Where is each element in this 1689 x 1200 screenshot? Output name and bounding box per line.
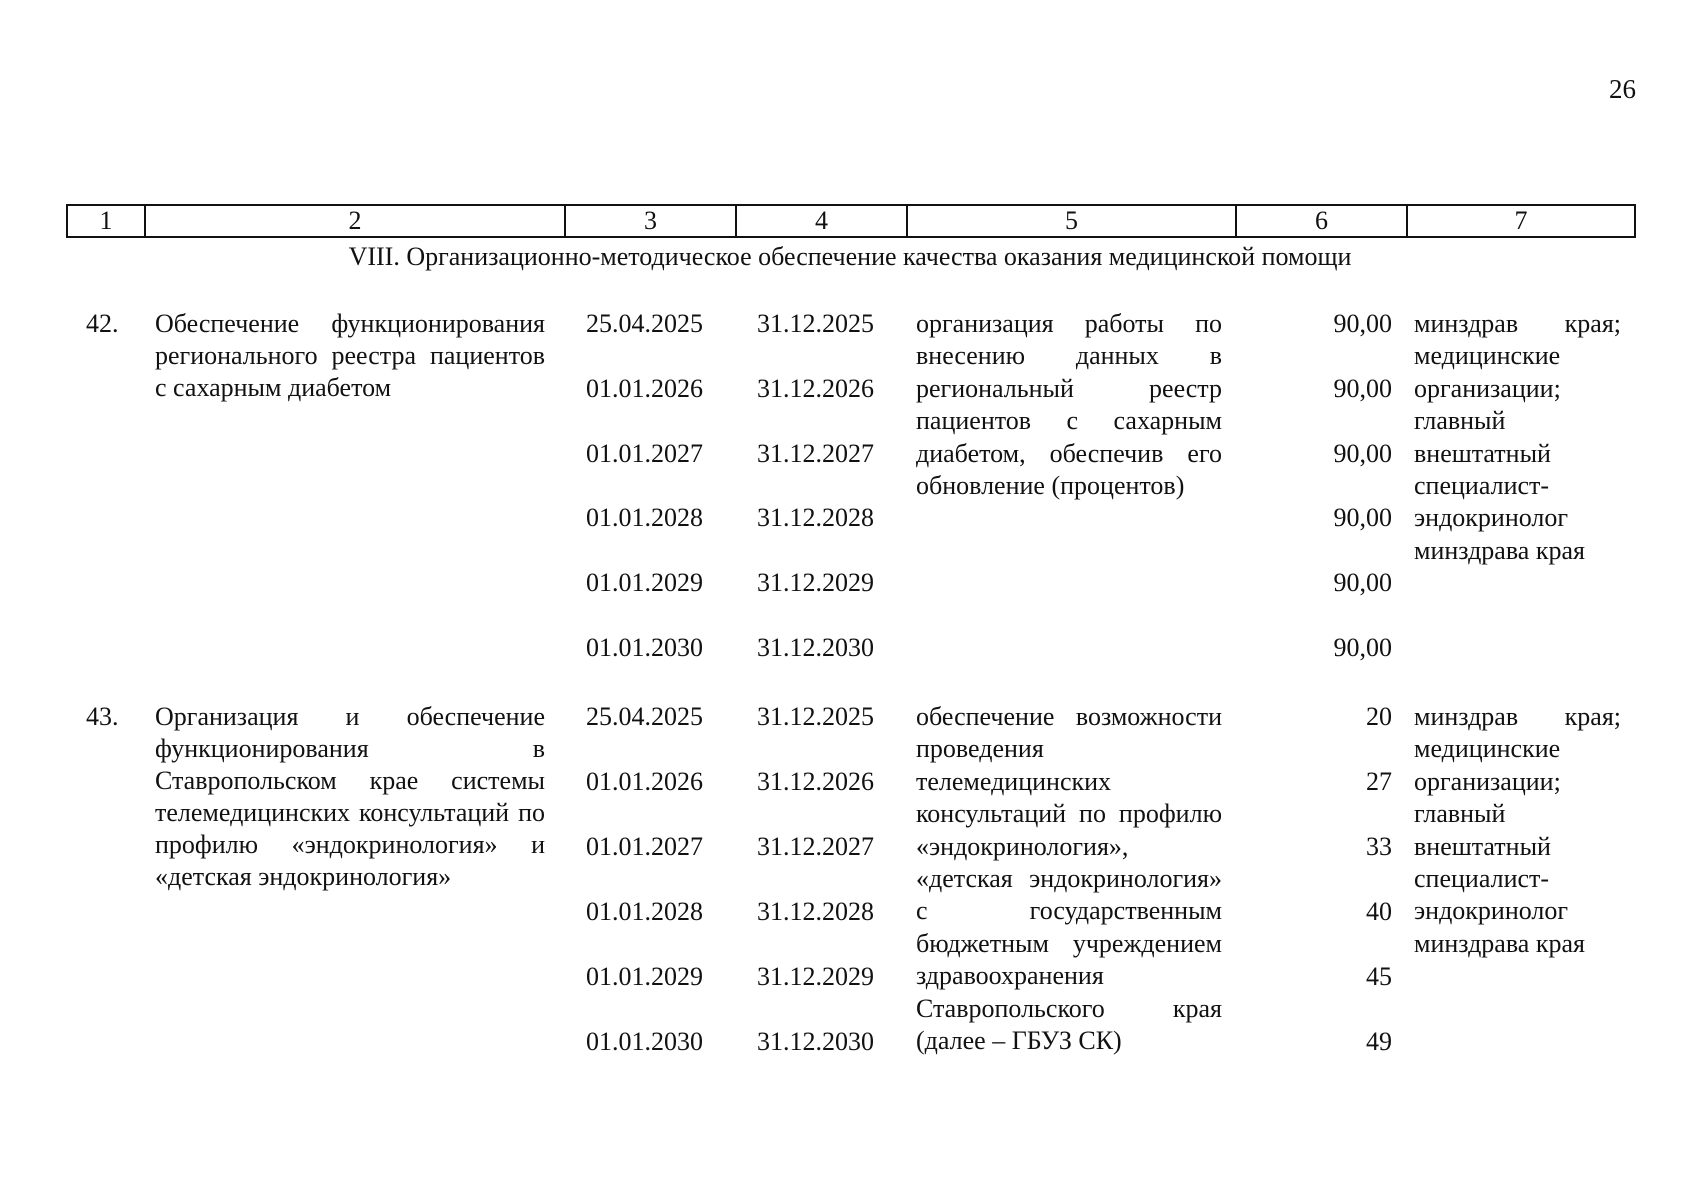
end-date: 31.12.2025 xyxy=(757,702,874,731)
row-number: 42. xyxy=(86,309,119,338)
indicator-value: 90,00 xyxy=(1333,374,1392,403)
end-date: 31.12.2030 xyxy=(757,1027,874,1056)
column-header-cell: 7 xyxy=(1407,205,1635,237)
result-text: организация работы по внесению данных в региональный реестр пациентов с сахарным диабетом, обеспечив его обновление (процентов) xyxy=(916,309,1222,501)
start-date: 01.01.2030 xyxy=(586,1027,703,1056)
column-header-cell: 4 xyxy=(736,205,907,237)
indicator-value: 90,00 xyxy=(1333,633,1392,662)
indicator-value: 90,00 xyxy=(1333,439,1392,468)
start-date: 25.04.2025 xyxy=(586,309,703,338)
end-date: 31.12.2027 xyxy=(757,439,874,468)
indicator-value: 90,00 xyxy=(1333,309,1392,338)
column-header-cell: 6 xyxy=(1236,205,1407,237)
column-header-cell: 2 xyxy=(145,205,565,237)
start-date: 01.01.2029 xyxy=(586,962,703,991)
indicator-value: 27 xyxy=(1366,767,1392,796)
end-date: 31.12.2029 xyxy=(757,962,874,991)
end-date: 31.12.2028 xyxy=(757,897,874,926)
start-date: 01.01.2028 xyxy=(586,503,703,532)
indicator-value: 90,00 xyxy=(1333,503,1392,532)
indicator-value: 45 xyxy=(1366,962,1392,991)
start-date: 01.01.2030 xyxy=(586,633,703,662)
end-date: 31.12.2026 xyxy=(757,374,874,403)
indicator-value: 40 xyxy=(1366,897,1392,926)
start-date: 01.01.2027 xyxy=(586,832,703,861)
indicator-text: Обеспечение функционирования регионального реестра пациентов с сахарным диабетом xyxy=(155,309,545,402)
indicator-value: 20 xyxy=(1366,702,1392,731)
column-header-cell: 1 xyxy=(67,205,145,237)
responsible-text: минздрав края; медицинские организации; главный внештатный специалист-эндокринолог минздрава края xyxy=(1414,702,1621,958)
end-date: 31.12.2029 xyxy=(757,568,874,597)
end-date: 31.12.2025 xyxy=(757,309,874,338)
page-number: 26 xyxy=(1609,74,1636,104)
end-date: 31.12.2028 xyxy=(757,503,874,532)
indicator-value: 90,00 xyxy=(1333,568,1392,597)
start-date: 01.01.2027 xyxy=(586,439,703,468)
indicator-text: Организация и обеспечение функционирования в Ставропольском крае системы телемедицинских консультаций по профилю «эндокринология» и «детская эндокринология» xyxy=(155,702,545,891)
start-date: 01.01.2028 xyxy=(586,897,703,926)
end-date: 31.12.2026 xyxy=(757,767,874,796)
end-date: 31.12.2027 xyxy=(757,832,874,861)
column-header-cell: 5 xyxy=(907,205,1236,237)
start-date: 25.04.2025 xyxy=(586,702,703,731)
end-date: 31.12.2030 xyxy=(757,633,874,662)
indicator-value: 33 xyxy=(1366,832,1392,861)
row-number: 43. xyxy=(86,702,119,731)
start-date: 01.01.2026 xyxy=(586,374,703,403)
result-text: обеспечение возможности проведения телемедицинских консультаций по профилю «эндокринология», «детская эндокринология» с государственным бюджетным учреждением здравоохранения Ставропольского края (далее – ГБУЗ СК) xyxy=(916,702,1222,1056)
responsible-text: минздрав края; медицинские организации; главный внештатный специалист-эндокринолог минздрава края xyxy=(1414,309,1621,565)
column-number-header xyxy=(66,204,1636,238)
indicator-value: 49 xyxy=(1366,1027,1392,1056)
column-header-cell: 3 xyxy=(565,205,736,237)
start-date: 01.01.2026 xyxy=(586,767,703,796)
section-title: VIII. Организационно-методическое обеспечение качества оказания медицинской помощи xyxy=(348,242,1352,271)
start-date: 01.01.2029 xyxy=(586,568,703,597)
